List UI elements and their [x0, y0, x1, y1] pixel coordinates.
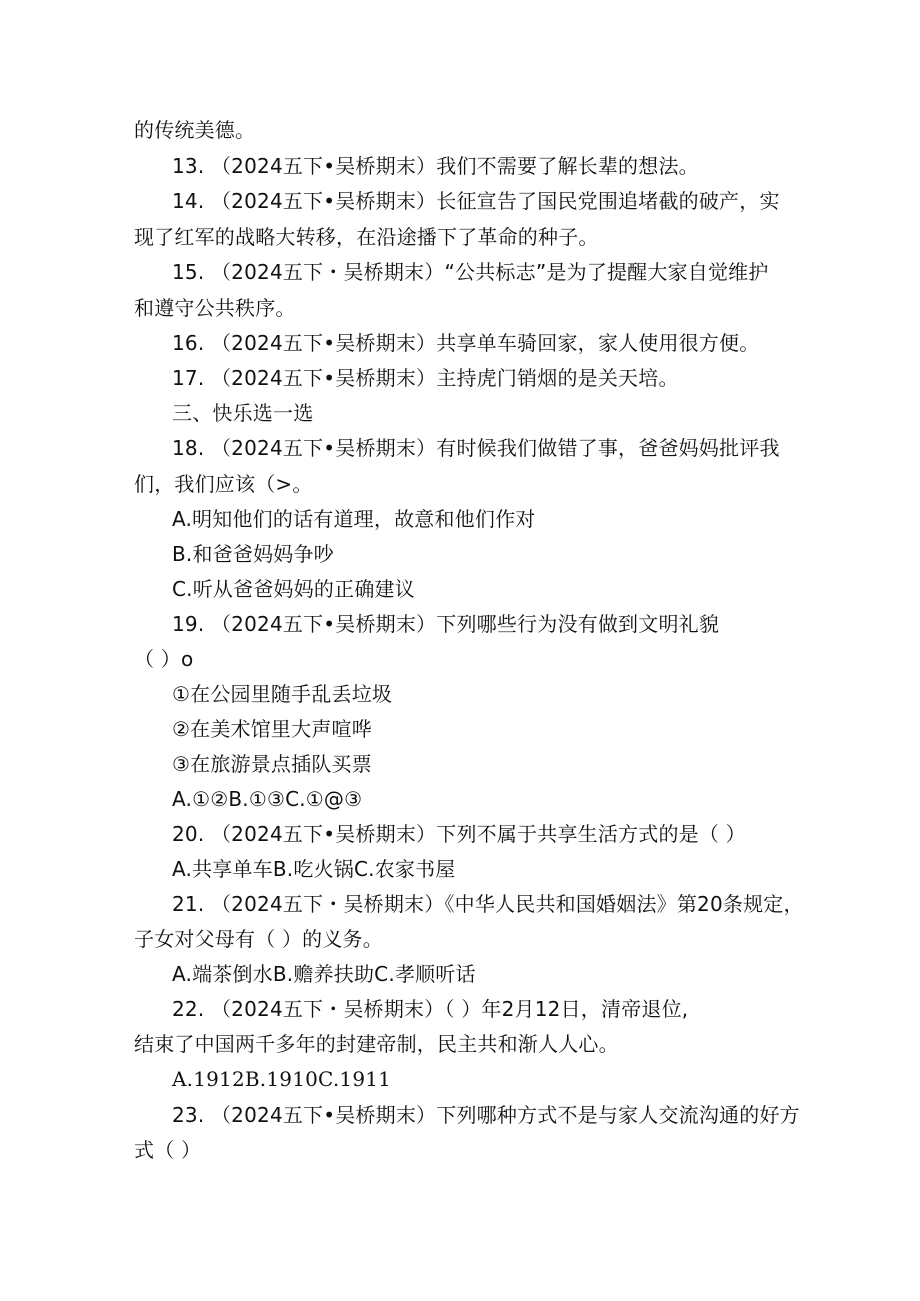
- question-23-continued: 式（ ）: [134, 1138, 202, 1162]
- question-18-option-a: A.明知他们的话有道理，故意和他们作对: [172, 507, 536, 531]
- question-16: 16. （2024五下•吴桥期末）共享单车骑回家，家人使用很方便。: [172, 331, 760, 355]
- question-18-option-b: B.和爸爸妈妈争吵: [172, 542, 334, 566]
- text-line: 的传统美德。: [134, 118, 256, 142]
- question-15-continued: 和遵守公共秩序。: [134, 296, 296, 320]
- question-18: 18. （2024五下•吴桥期末）有时候我们做错了事，爸爸妈妈批评我: [172, 436, 780, 460]
- question-21: 21. （2024五下・吴桥期末）《中华人民共和国婚姻法》第20条规定，: [172, 892, 804, 916]
- question-19-continued: （ ）o: [134, 647, 194, 671]
- question-21-continued: 子女对父母有（ ）的义务。: [134, 927, 383, 951]
- question-21-options: A.端茶倒水B.赡养扶助C.孝顺听话: [172, 962, 476, 986]
- question-15: 15. （2024五下・吴桥期末）“公共标志”是为了提醒大家自觉维护: [172, 260, 769, 284]
- question-17: 17. （2024五下•吴桥期末）主持虎门销烟的是关天培。: [172, 366, 679, 390]
- question-14: 14. （2024五下•吴桥期末）长征宣告了国民党围追堵截的破产，实: [172, 189, 780, 213]
- question-20-options: A.共享单车B.吃火锅C.农家书屋: [172, 857, 456, 881]
- question-13: 13. （2024五下•吴桥期末）我们不需要了解长辈的想法。: [172, 154, 699, 178]
- question-22: 22. （2024五下・吴桥期末）（ ）年2月12日，清帝退位,: [172, 997, 689, 1021]
- question-18-continued: 们，我们应该（>。: [134, 472, 313, 496]
- question-22-continued: 结束了中国两千多年的封建帝制，民主共和渐人人心。: [134, 1032, 619, 1056]
- question-19-item-1: ①在公园里随手乱丢垃圾: [172, 682, 393, 706]
- question-22-options: A.1912B.1910C.1911: [172, 1067, 392, 1091]
- question-19-item-3: ③在旅游景点插队买票: [172, 752, 372, 776]
- question-14-continued: 现了红军的战略大转移，在沿途播下了革命的种子。: [134, 225, 599, 249]
- question-18-option-c: C.听从爸爸妈妈的正确建议: [172, 577, 415, 601]
- question-19-options: A.①②B.①③C.①@③: [172, 787, 363, 811]
- question-19: 19. （2024五下•吴桥期末）下列哪些行为没有做到文明礼貌: [172, 612, 720, 636]
- question-20: 20. （2024五下•吴桥期末）下列不属于共享生活方式的是（ ）: [172, 822, 746, 846]
- question-23: 23. （2024五下•吴桥期末）下列哪种方式不是与家人交流沟通的好方: [172, 1103, 800, 1127]
- section-heading: 三、快乐选一选: [172, 401, 314, 425]
- question-19-item-2: ②在美术馆里大声喧哗: [172, 717, 372, 741]
